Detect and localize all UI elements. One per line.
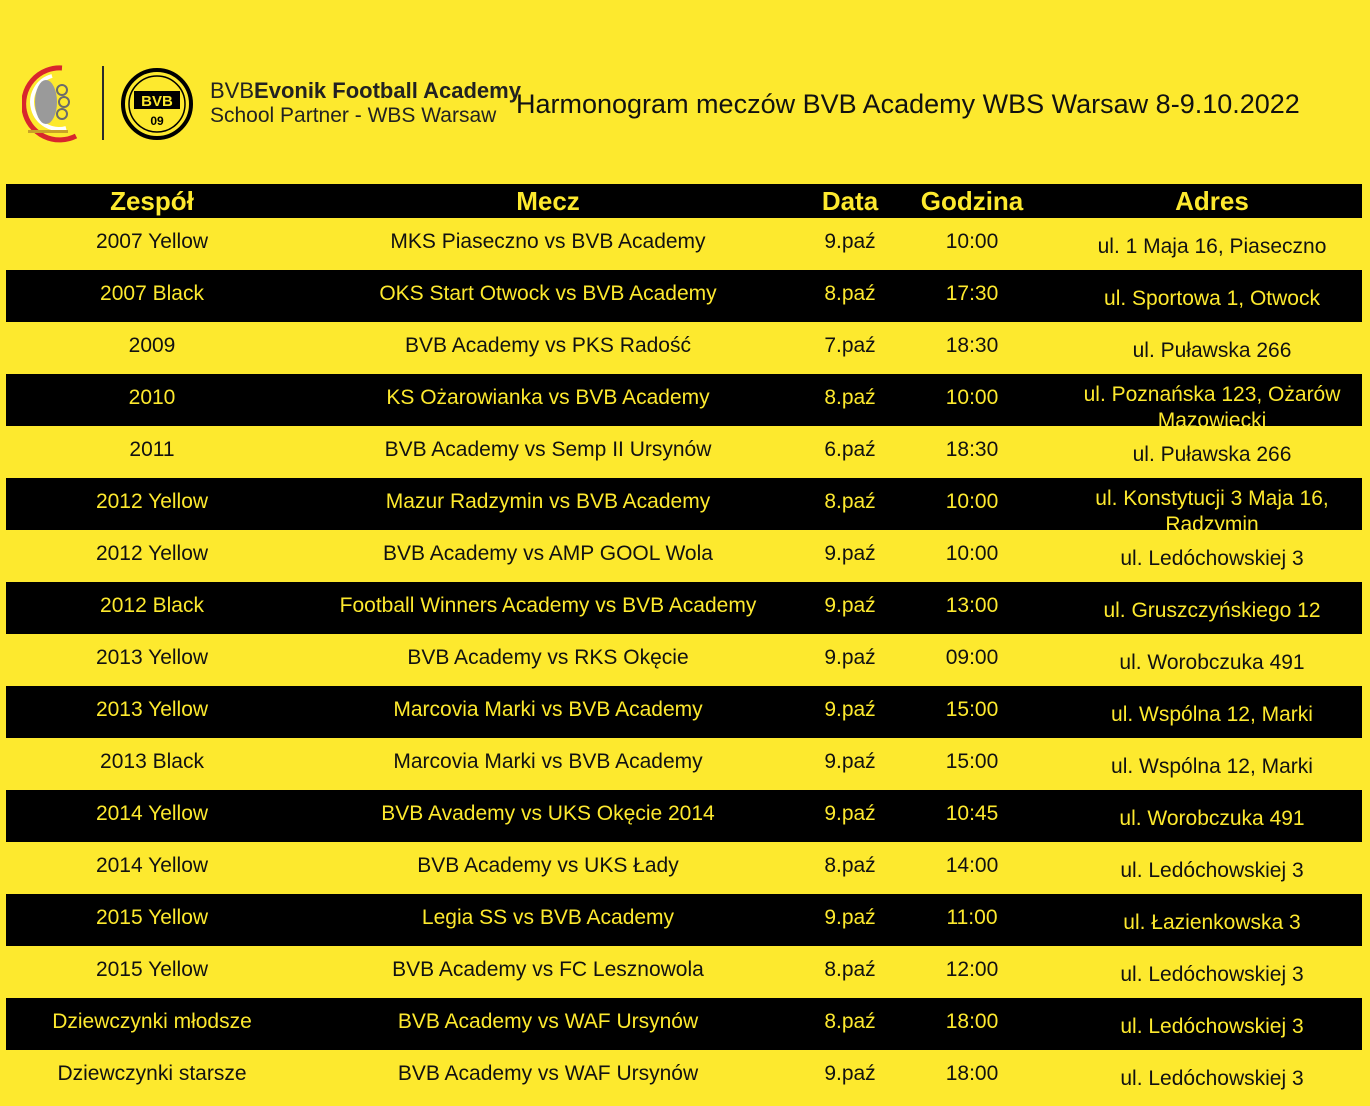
table-row [6,842,1362,894]
address-cell: ul. Ledóchowskiej 3 [1120,547,1304,570]
time-cell: 10:45 [945,802,999,825]
team-cell: 2015 Yellow [95,958,209,981]
table-row [6,582,1362,634]
address-cell: ul. Sportowa 1, Otwock [1104,287,1320,310]
time-cell: 10:00 [945,386,999,409]
date-cell: 9.paź [824,802,876,825]
team-cell: 2013 Black [100,750,204,773]
match-cell: OKS Start Otwock vs BVB Academy [379,282,717,305]
column-header-match: Mecz [516,186,580,216]
time-cell: 17:30 [945,282,999,305]
table-row [6,790,1362,842]
column-header-time: Godzina [920,186,1024,216]
page-header [0,0,1370,184]
table-row [6,374,1362,432]
team-cell: Dziewczynki starsze [57,1062,247,1085]
brand-name: Evonik Football Academy [254,78,521,103]
date-cell: 9.paź [824,542,876,565]
column-header-date: Data [821,186,879,216]
table-header-row [6,184,1362,218]
logo-divider [102,66,104,140]
team-cell: 2014 Yellow [95,854,209,877]
match-cell: BVB Academy vs FC Lesznowola [392,958,704,981]
match-cell: BVB Academy vs UKS Łady [417,854,679,877]
match-cell: BVB Avademy vs UKS Okęcie 2014 [381,802,715,825]
address-cell: ul. Poznańska 123, Ożarów Mazowiecki [1083,383,1341,432]
table-row [6,1050,1362,1102]
address-cell: ul. Ledóchowskiej 3 [1120,1015,1304,1038]
time-cell: 10:00 [945,542,999,565]
time-cell: 14:00 [945,854,999,877]
column-header-address: Adres [1175,186,1249,216]
time-cell: 13:00 [945,594,999,617]
match-cell: BVB Academy vs RKS Okęcie [407,646,689,669]
date-cell: 9.paź [824,594,876,617]
time-cell: 15:00 [945,750,999,773]
match-cell: BVB Academy vs AMP GOOL Wola [383,542,713,565]
time-cell: 09:00 [945,646,999,669]
match-cell: Football Winners Academy vs BVB Academy [339,594,757,617]
time-cell: 18:30 [945,438,999,461]
team-cell: 2007 Yellow [95,230,209,253]
time-cell: 12:00 [945,958,999,981]
team-cell: Dziewczynki młodsze [52,1010,252,1033]
table-row [6,634,1362,686]
date-cell: 9.paź [824,230,876,253]
team-cell: 2012 Yellow [95,490,209,513]
academy-name [210,79,521,103]
address-cell: ul. Ledóchowskiej 3 [1120,963,1304,986]
address-cell: ul. 1 Maja 16, Piaseczno [1097,235,1327,258]
address-cell: ul. Wspólna 12, Marki [1111,755,1313,778]
team-cell: 2007 Black [100,282,204,305]
time-cell: 18:00 [945,1010,999,1033]
academy-partner: School Partner - WBS Warsaw [210,104,497,127]
time-cell: 10:00 [945,230,999,253]
date-cell: 9.paź [824,906,876,929]
date-cell: 8.paź [824,958,876,981]
address-cell: ul. Worobczuka 491 [1119,807,1305,830]
address-cell: ul. Puławska 266 [1132,339,1292,362]
bvb-09-emblem-icon [121,68,193,140]
emblem-text: BVB [141,93,173,110]
team-cell: 2009 [128,334,176,357]
match-cell: Marcovia Marki vs BVB Academy [393,698,703,721]
match-cell: MKS Piaseczno vs BVB Academy [390,230,706,253]
date-cell: 9.paź [824,750,876,773]
match-cell: Mazur Radzymin vs BVB Academy [385,490,711,513]
date-cell: 6.paź [824,438,876,461]
date-cell: 8.paź [824,490,876,513]
address-cell: ul. Łazienkowska 3 [1123,911,1301,934]
table-row [6,998,1362,1050]
table-body [6,218,1362,1102]
date-cell: 9.paź [824,698,876,721]
emblem-year: 09 [150,114,164,128]
brand-prefix: BVB [210,78,255,103]
date-cell: 9.paź [824,1062,876,1085]
address-cell: ul. Puławska 266 [1132,443,1292,466]
date-cell: 8.paź [824,282,876,305]
time-cell: 18:00 [945,1062,999,1085]
table-row [6,686,1362,738]
match-cell: BVB Academy vs WAF Ursynów [397,1062,699,1085]
match-cell: BVB Academy vs Semp II Ursynów [384,438,712,461]
address-cell: ul. Wspólna 12, Marki [1111,703,1313,726]
team-cell: 2013 Yellow [95,646,209,669]
address-cell: ul. Konstytucji 3 Maja 16, Radzymin [1095,487,1329,536]
table-row [6,946,1362,998]
match-cell: Marcovia Marki vs BVB Academy [393,750,703,773]
table-row [6,894,1362,946]
team-cell: 2015 Yellow [95,906,209,929]
time-cell: 15:00 [945,698,999,721]
date-cell: 7.paź [824,334,876,357]
time-cell: 18:30 [945,334,999,357]
table-row [6,218,1362,270]
team-cell: 2013 Yellow [95,698,209,721]
team-cell: 2012 Yellow [95,542,209,565]
team-cell: 2012 Black [100,594,204,617]
date-cell: 8.paź [824,854,876,877]
team-cell: 2014 Yellow [95,802,209,825]
time-cell: 11:00 [946,906,998,929]
address-cell: ul. Worobczuka 491 [1119,651,1305,674]
table-row [6,738,1362,790]
table-row [6,478,1362,536]
team-cell: 2010 [128,386,176,409]
match-cell: BVB Academy vs WAF Ursynów [397,1010,699,1033]
address-cell: ul. Gruszczyńskiego 12 [1103,599,1321,622]
column-header-team: Zespół [110,186,194,216]
wbs-school-logo-icon [22,62,78,144]
date-cell: 8.paź [824,1010,876,1033]
match-cell: BVB Academy vs PKS Radość [405,334,691,357]
table-row [6,270,1362,322]
time-cell: 10:00 [945,490,999,513]
page-title: Harmonogram meczów BVB Academy WBS Warsaw 8-9.10.2022 [516,89,1300,119]
address-cell: ul. Ledóchowskiej 3 [1120,859,1304,882]
date-cell: 8.paź [824,386,876,409]
address-cell: ul. Ledóchowskiej 3 [1120,1067,1304,1090]
schedule-table [6,184,1362,1102]
match-cell: Legia SS vs BVB Academy [421,906,675,929]
date-cell: 9.paź [824,646,876,669]
match-cell: KS Ożarowianka vs BVB Academy [386,386,710,409]
table-row [6,322,1362,374]
team-cell: 2011 [129,438,175,461]
